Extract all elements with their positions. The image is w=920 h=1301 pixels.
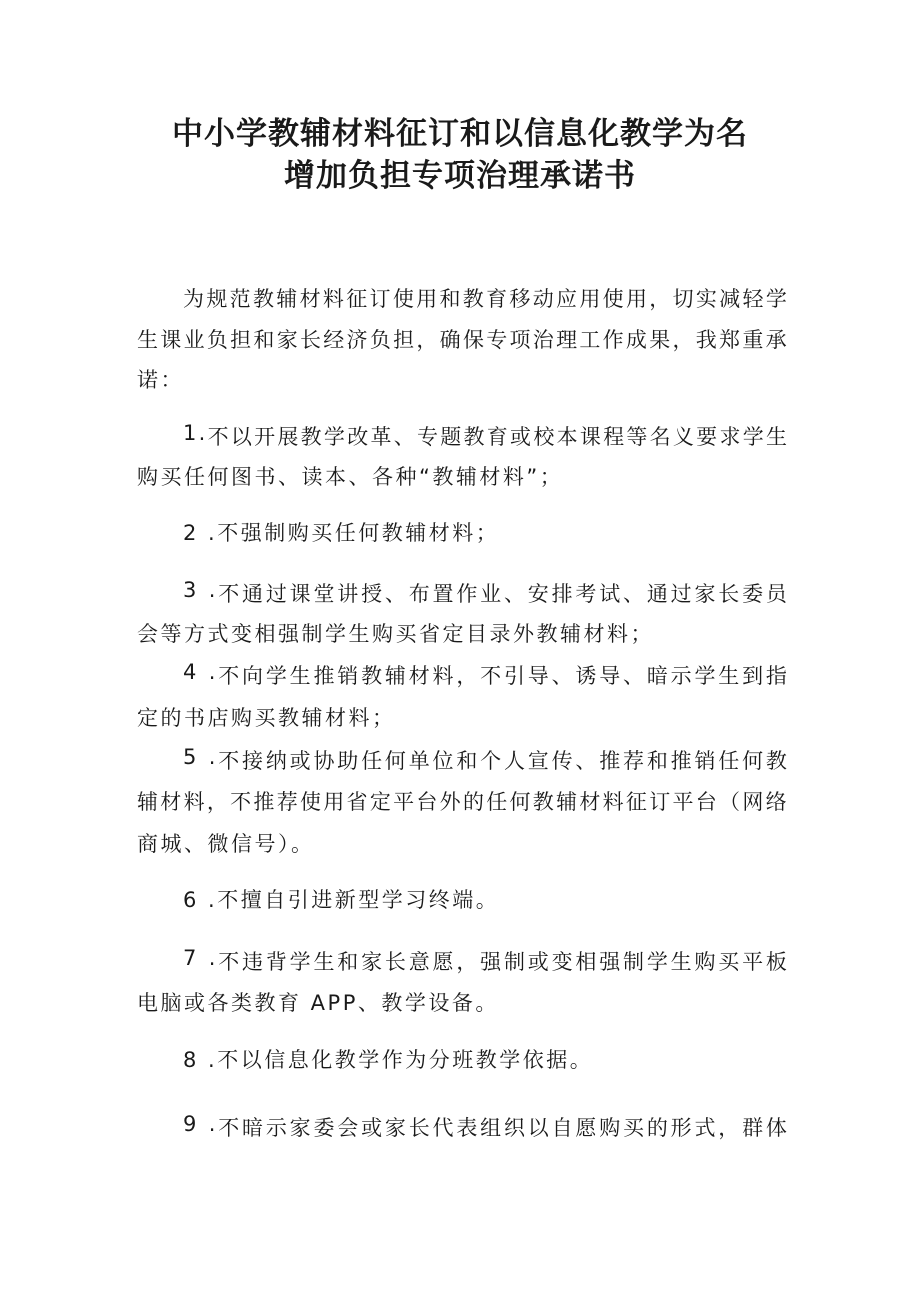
- body-line: 定的书店购买教辅材料；: [137, 706, 396, 730]
- body-line: 9 . 不 暗 示 家 委 会 或 家 长 代 表 组 织 以 自 愿 购 买 的 形 式 ， 群 体: [183, 1112, 787, 1140]
- body-line: 会等方式变相强制学生购买省定目录外教辅材料；: [137, 622, 654, 646]
- body-line: 电脑或各类教育 APP、教学设备。: [137, 991, 499, 1015]
- body-line: 1 . 不 以 开 展 教 学 改 革 、 专 题 教 育 或 校 本 课 程 等 名 义 要 求 学 生: [183, 421, 787, 449]
- body-line: 购买任何图书、读本、各种“教辅材料”；: [137, 465, 564, 489]
- document-title-line-1: 中小学教辅材料征订和以信息化教学为名: [172, 116, 748, 152]
- body-line: 为 规 范 教 辅 材 料 征 订 使 用 和 教 育 移 动 应 用 使 用 ， 切 实 减 轻 学: [183, 287, 787, 311]
- body-line: 3 . 不 通 过 课 堂 讲 授 、 布 置 作 业 、 安 排 考 试 、 通 过 家 长 委 员: [183, 578, 787, 606]
- body-line: 8 .不以信息化教学作为分班教学依据。: [183, 1048, 594, 1072]
- body-line: 7 . 不 违 背 学 生 和 家 长 意 愿 ， 强 制 或 变 相 强 制 学 生 购 买 平 板: [183, 946, 787, 974]
- body-line: 辅 材 料 ， 不 推 荐 使 用 省 定 平 台 外 的 任 何 教 辅 材 料 征 订 平 台 （ 网 络: [137, 790, 787, 814]
- body-line: 2 .不强制购买任何教辅材料；: [183, 521, 500, 545]
- body-line: 6 .不擅自引进新型学习终端。: [183, 888, 500, 912]
- body-line: 5 . 不 接 纳 或 协 助 任 何 单 位 和 个 人 宣 传 、 推 荐 和 推 销 任 何 教: [183, 745, 787, 773]
- body-line: 诺：: [137, 368, 184, 392]
- document-title-line-2: 增加负担专项治理承诺书: [284, 158, 636, 194]
- body-line: 生 课 业 负 担 和 家 长 经 济 负 担 ， 确 保 专 项 治 理 工 作 成 果 ， 我 郑 重 承: [137, 328, 787, 352]
- body-line: 商城、微信号）。: [137, 832, 315, 856]
- body-line: 4 . 不 向 学 生 推 销 教 辅 材 料 ， 不 引 导 、 诱 导 、 暗 示 学 生 到 指: [183, 660, 787, 688]
